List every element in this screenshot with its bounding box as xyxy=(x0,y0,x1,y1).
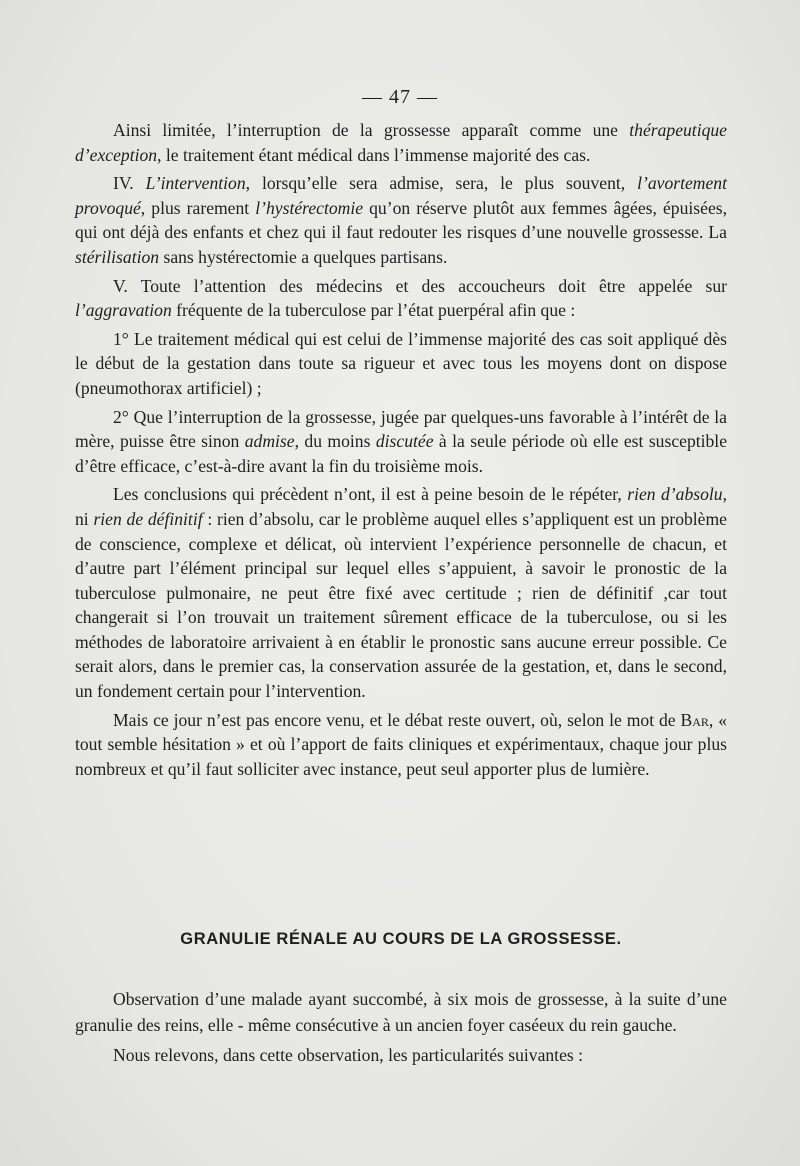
text-span: , du moins xyxy=(294,431,376,452)
text-span: , ni xyxy=(75,484,727,529)
text-span: fréquente de la tuberculose par l’état puerpéral afin que : xyxy=(171,300,576,321)
text-span: IV. xyxy=(113,173,146,194)
page-number: — 47 — xyxy=(362,86,438,108)
italic-span: discutée xyxy=(375,431,434,452)
text-span: Mais ce jour n’est pas encore venu, et le débat reste ouvert, où, selon le mot de xyxy=(113,709,681,730)
text-span: à la seule période où elle est susceptible d’être efficace, c’est-à-dire avant la fin du troisième mois. xyxy=(75,431,728,476)
italic-span: l’aggravation xyxy=(75,300,172,321)
text-span: , « tout semble hésitation » et où l’apport de faits cliniques et expérimentaux, chaque jour plus nombreux et qu’il faut solliciter avec instance, peut seul apporter plus de lumière. xyxy=(75,709,728,779)
italic-span: thérapeutique d’exception xyxy=(75,120,727,165)
text-span: , lorsqu’elle sera admise, sera, le plus souvent, xyxy=(245,173,638,194)
paragraph-therapeutic-exception xyxy=(75,118,727,167)
text-span: , le traitement étant médical dans l’immense majorité des cas. xyxy=(157,144,591,165)
paragraph-point-1: 1° Le traitement médical qui est celui de l’immense majorité des cas soit appliqué dès le début de la gestation dans toute sa rigueur et avec tous les moyens dont on dispose (pneumothorax artificiel) ; xyxy=(75,328,727,398)
text-span: 2° Que l’interruption de la grossesse, jugée par quelques-uns favorable à l’intérêt de la mère, puisse être sinon xyxy=(75,406,727,452)
paragraph-conclusions xyxy=(75,482,727,703)
section-heading: GRANULIE RÉNALE AU COURS DE LA GROSSESSE. xyxy=(180,930,622,948)
paragraph-particularities: Nous relevons, dans cette observation, les particularités suivantes : xyxy=(113,1045,584,1065)
paragraph-point-2 xyxy=(75,405,727,479)
text-span: Ainsi limitée, l’interruption de la grossesse apparaît comme une xyxy=(113,120,630,140)
main-text xyxy=(75,118,727,785)
italic-span: l’hystérectomie xyxy=(255,197,364,218)
text-span: Les conclusions qui précèdent n’ont, il est à peine besoin de le répéter, xyxy=(113,484,628,505)
italic-span: stérilisation xyxy=(75,246,160,267)
text-span: sans hystérectomie a quelques partisans. xyxy=(159,246,448,267)
text-span: : rien d’absolu, car le problème auquel elles s’appliquent est un problème de conscience, complexe et délicat, où intervient l’expérience personnelle de chacun, et d’autre part l’élément principal sur lequel elles s’appuient, à savoir le pronostic de la tuberculose pulmonaire, ne peut être fixé avec certitude ; rien de définitif ,car tout changerait si l’on trouvait un traitement sûrement efficace de la tuberculose, ou si les méthodes de laboratoire arrivaient à en établir le pronostic sans aucune erreur possible. Ce serait alors, dans le premier cas, la conservation assurée de la gestation, et, dans le second, un fondement certain pour l’intervention. xyxy=(75,508,727,702)
paragraph-debate xyxy=(75,708,727,782)
paragraph-iv-intervention xyxy=(75,171,727,269)
author-name: Bar xyxy=(680,709,709,730)
paragraph-v-aggravation xyxy=(75,274,727,323)
italic-span: l’avortement provoqué xyxy=(75,173,727,218)
text-span: qu’on réserve plutôt aux femmes âgées, épuisées, qui ont déjà des enfants et chez qui il faut redouter les risques d’une nouvelle grossesse. La xyxy=(75,197,727,243)
paragraph-observation: Observation d’une malade ayant succombé, à six mois de grossesse, à la suite d’une granulie des reins, elle - même consécutive à un ancien foyer caséeux du rein gauche. xyxy=(75,989,727,1035)
italic-span: rien de définitif xyxy=(93,508,203,529)
italic-span: L’intervention xyxy=(145,173,246,194)
text-span: V. Toute l’attention des médecins et des accoucheurs doit être appelée sur xyxy=(113,275,727,296)
text-span: , plus rarement xyxy=(140,197,256,218)
section-text xyxy=(75,986,727,1072)
italic-span: rien d’absolu xyxy=(627,484,723,505)
italic-span: admise xyxy=(244,431,295,452)
